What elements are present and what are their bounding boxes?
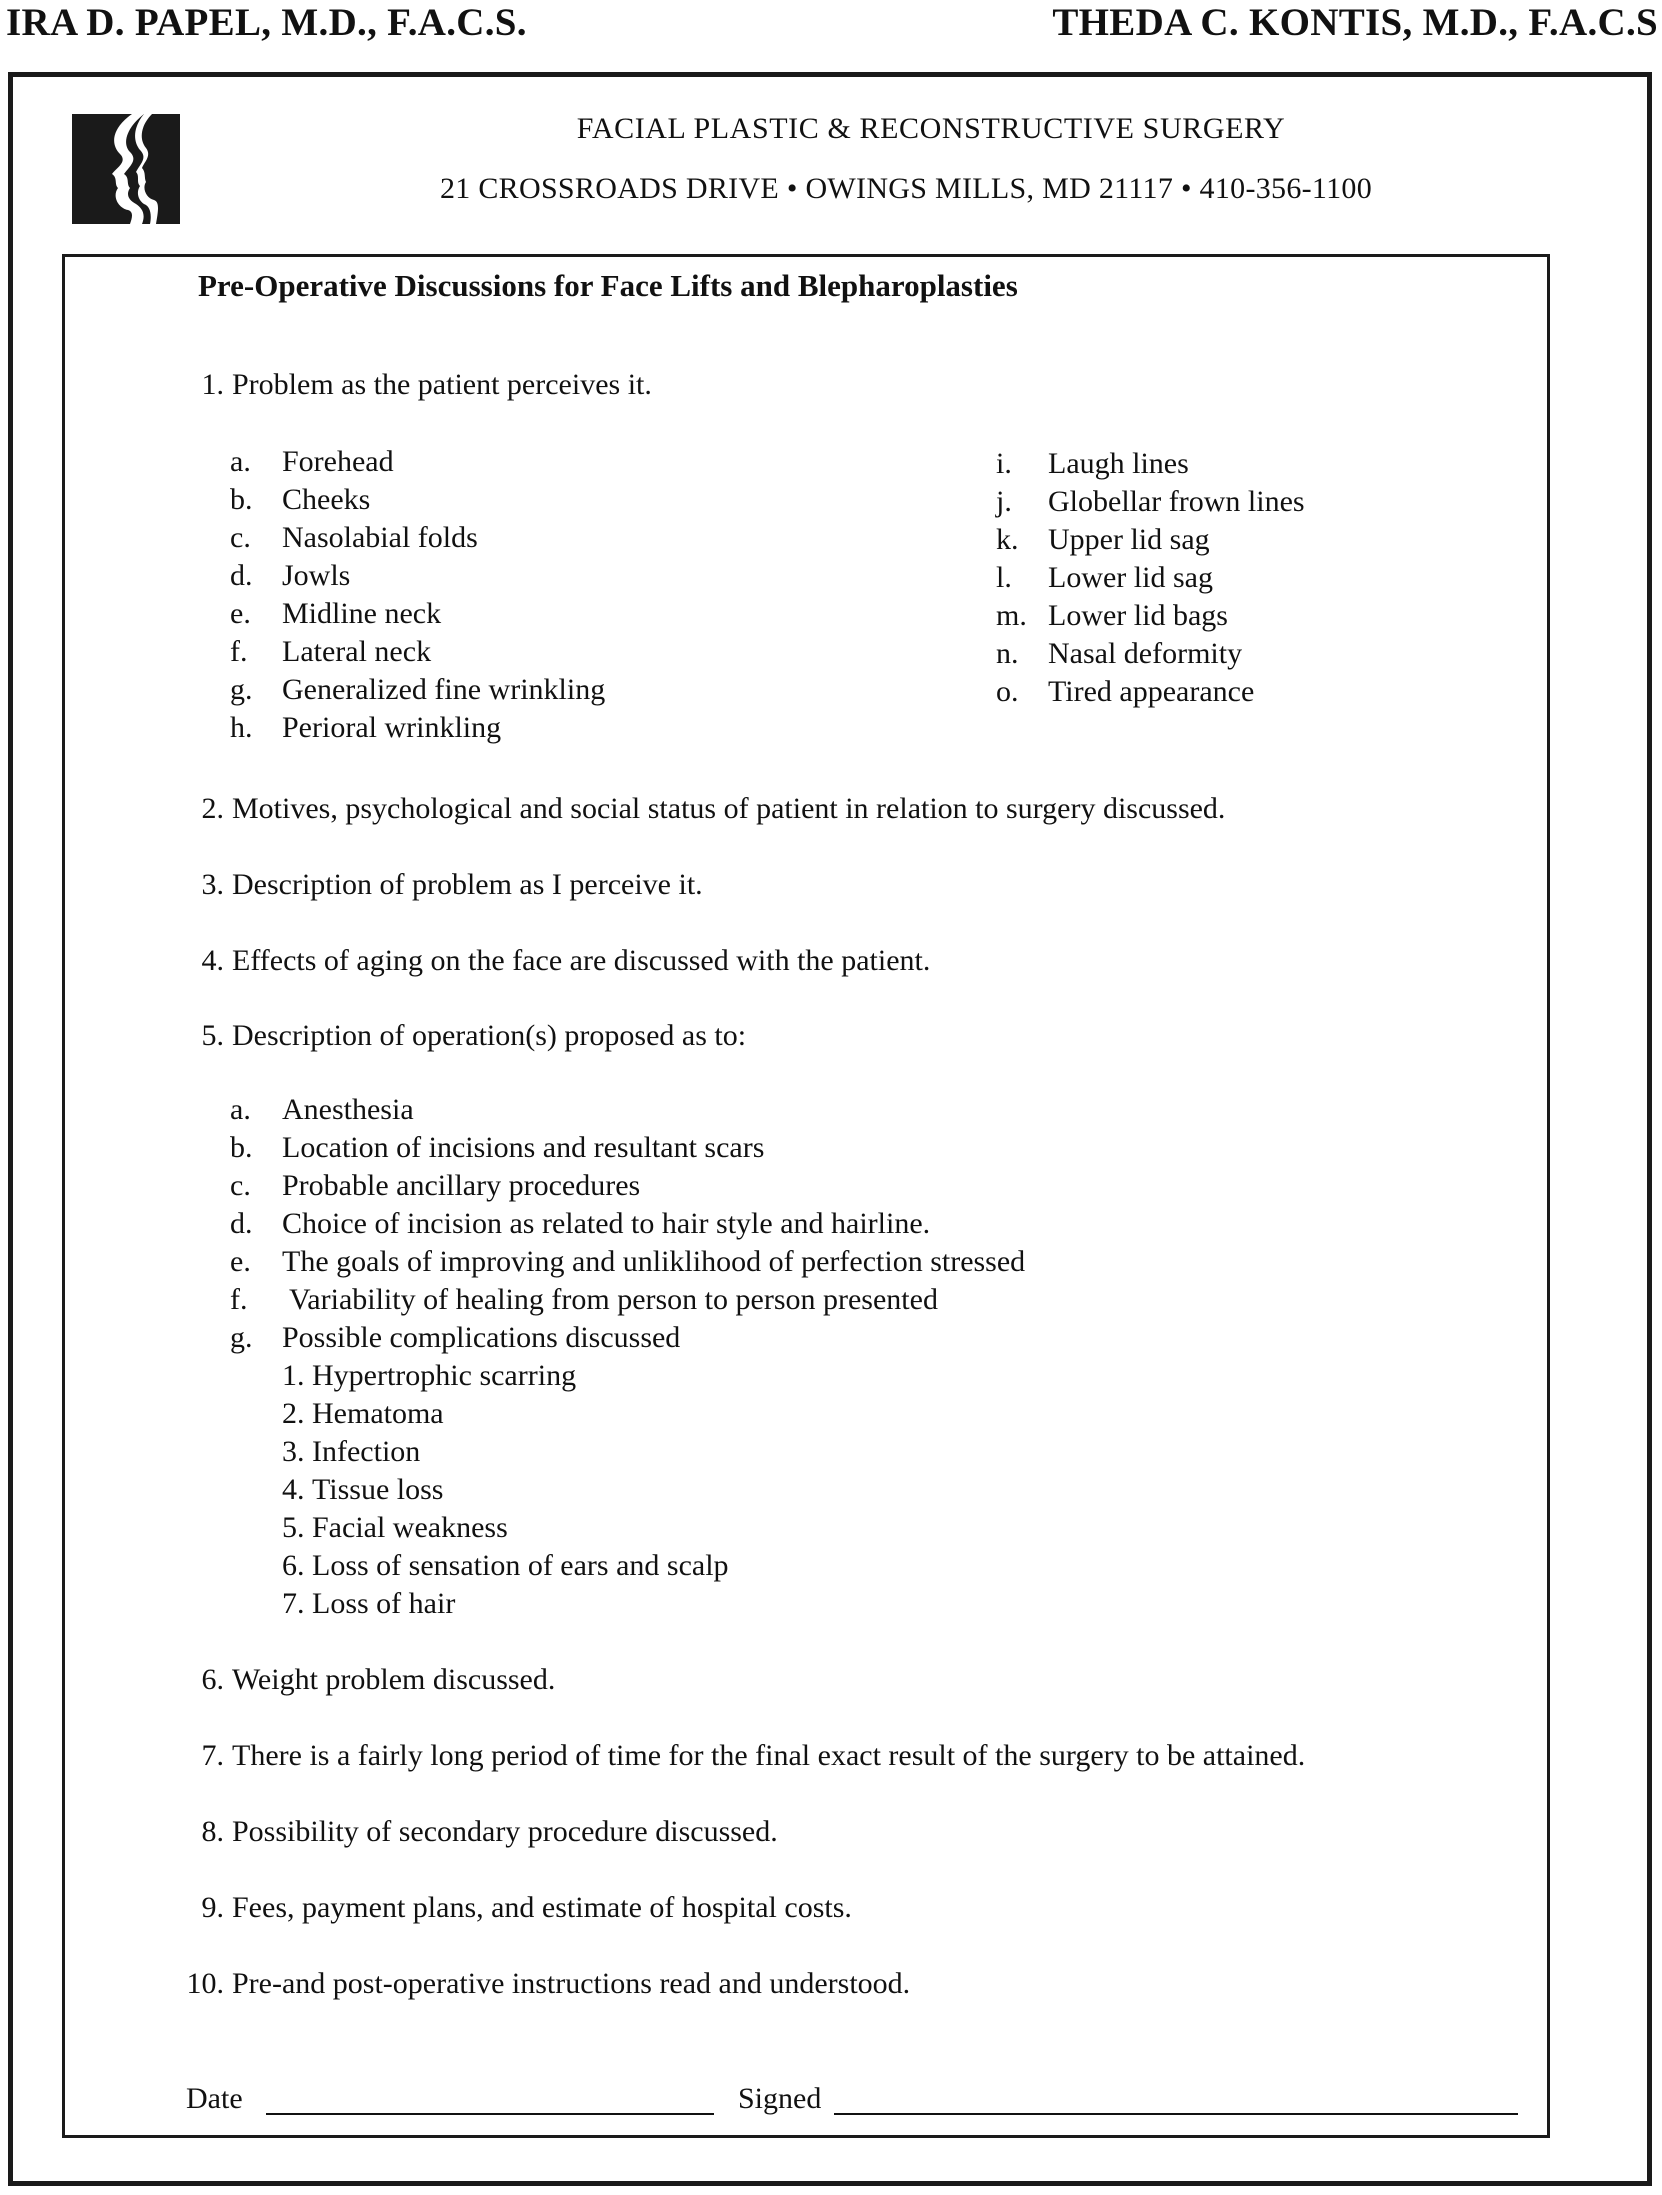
list-text: Hypertrophic scarring [312,1359,577,1392]
list-text: Loss of sensation of ears and scalp [312,1549,729,1582]
list-letter: n. [996,637,1019,670]
list-letter: o. [996,675,1019,708]
list-item [996,523,1210,557]
item-9 [190,1891,852,1925]
practice-address: 21 CROSSROADS DRIVE • OWINGS MILLS, MD 21117 • 410-356-1100 [439,172,1373,205]
list-letter: b. [230,1131,253,1164]
item-number: 3. [201,868,224,901]
item-text: Possibility of secondary procedure discussed. [232,1815,778,1848]
list-item [230,673,605,707]
list-text: Anesthesia [282,1093,414,1126]
item-number: 7. [201,1739,224,1772]
list-text: Jowls [282,559,351,592]
list-item [996,485,1305,519]
list-text: Nasal deformity [1048,637,1243,670]
item-text: Pre-and post-operative instructions read and understood. [232,1967,911,2000]
list-number: 3. [282,1435,305,1468]
list-text: Tissue loss [312,1473,444,1506]
item-number: 9. [201,1891,224,1924]
list-text: Upper lid sag [1048,523,1210,556]
item-text: Description of problem as I perceive it. [232,868,703,901]
list-number: 6. [282,1549,305,1582]
list-item [230,1321,680,1355]
list-text: Infection [312,1435,421,1468]
list-letter: k. [996,523,1019,556]
list-text: Cheeks [282,483,371,516]
item-number: 2. [201,792,224,825]
list-letter: d. [230,559,253,592]
item-text: Description of operation(s) proposed as to: [232,1019,747,1052]
list-text: Variability of healing from person to person presented [282,1283,938,1316]
item-1 [190,368,652,402]
list-item [282,1511,508,1545]
list-text: Probable ancillary procedures [282,1169,641,1202]
list-number: 5. [282,1511,305,1544]
list-text: Forehead [282,445,394,478]
list-letter: m. [996,599,1027,632]
list-letter: j. [996,485,1012,518]
list-letter: d. [230,1207,253,1240]
list-letter: f. [230,1283,248,1316]
left-doctor-name: IRA D. PAPEL, M.D., F.A.C.S. [6,1,527,44]
right-doctor-name: THEDA C. KONTIS, M.D., F.A.C.S [1052,1,1658,44]
list-text: Lateral neck [282,635,432,668]
item-number: 8. [201,1815,224,1848]
list-letter: a. [230,445,251,478]
list-letter: g. [230,673,253,706]
list-text: Choice of incision as related to hair style and hairline. [282,1207,931,1240]
list-item [996,675,1254,709]
item-number: 1. [201,368,224,401]
practice-name: FACIAL PLASTIC & RECONSTRUCTIVE SURGERY [576,112,1286,145]
list-letter: e. [230,1245,251,1278]
list-item [230,635,431,669]
item-8 [190,1815,778,1849]
list-text: Tired appearance [1048,675,1255,708]
item-10 [174,1967,910,2001]
list-item [230,559,350,593]
list-letter: e. [230,597,251,630]
item-number: 4. [201,944,224,977]
list-text: Hematoma [312,1397,444,1430]
list-item [996,447,1189,481]
list-item [230,1207,930,1241]
list-item [996,599,1228,633]
list-item [282,1587,455,1621]
list-item [282,1359,576,1393]
list-number: 4. [282,1473,305,1506]
list-item [996,637,1242,671]
item-5 [190,1019,746,1053]
date-label: Date [186,2082,243,2115]
list-letter: l. [996,561,1012,594]
list-text: The goals of improving and unliklihood of perfection stressed [282,1245,1026,1278]
item-2 [190,792,1225,826]
item-number: 10. [186,1967,224,2000]
list-letter: g. [230,1321,253,1354]
list-item [230,1283,938,1317]
signature-field[interactable] [834,2112,1518,2115]
list-item [230,483,370,517]
item-text: Effects of aging on the face are discussed with the patient. [232,944,931,977]
list-letter: c. [230,521,251,554]
list-item [996,561,1213,595]
list-item [230,711,501,745]
list-letter: i. [996,447,1012,480]
item-7 [190,1739,1305,1773]
item-text: Problem as the patient perceives it. [232,368,652,401]
list-item [282,1549,729,1583]
signed-label: Signed [738,2082,822,2115]
list-text: Lower lid sag [1048,561,1213,594]
item-number: 6. [201,1663,224,1696]
list-letter: h. [230,711,253,744]
item-text: Weight problem discussed. [232,1663,556,1696]
list-text: Globellar frown lines [1048,485,1305,518]
list-item [230,521,478,555]
list-item [282,1435,420,1469]
list-letter: b. [230,483,253,516]
item-text: There is a fairly long period of time for the final exact result of the surgery to be attained. [232,1739,1306,1772]
list-letter: a. [230,1093,251,1126]
list-item [230,1093,414,1127]
list-item [282,1397,444,1431]
list-item [230,1169,640,1203]
list-text: Lower lid bags [1048,599,1228,632]
list-text: Location of incisions and resultant scars [282,1131,765,1164]
item-4 [190,944,930,978]
list-letter: f. [230,635,248,668]
list-item [230,445,394,479]
date-field[interactable] [266,2112,714,2115]
list-text: Laugh lines [1048,447,1189,480]
item-text: Motives, psychological and social status of patient in relation to surgery discussed. [232,792,1226,825]
list-item [230,1245,1025,1279]
item-number: 5. [201,1019,224,1052]
list-letter: c. [230,1169,251,1202]
list-item [282,1473,443,1507]
list-text: Loss of hair [312,1587,456,1620]
item-text: Fees, payment plans, and estimate of hospital costs. [232,1891,852,1924]
form-title: Pre-Operative Discussions for Face Lifts and Blepharoplasties [198,268,1018,303]
list-number: 7. [282,1587,305,1620]
list-text: Midline neck [282,597,442,630]
list-text: Perioral wrinkling [282,711,502,744]
list-number: 1. [282,1359,305,1392]
item-3 [190,868,703,902]
list-item [230,1131,764,1165]
list-text: Generalized fine wrinkling [282,673,606,706]
list-item [230,597,441,631]
list-text: Possible complications discussed [282,1321,681,1354]
list-number: 2. [282,1397,305,1430]
list-text: Nasolabial folds [282,521,478,554]
list-text: Facial weakness [312,1511,508,1544]
item-6 [190,1663,555,1697]
